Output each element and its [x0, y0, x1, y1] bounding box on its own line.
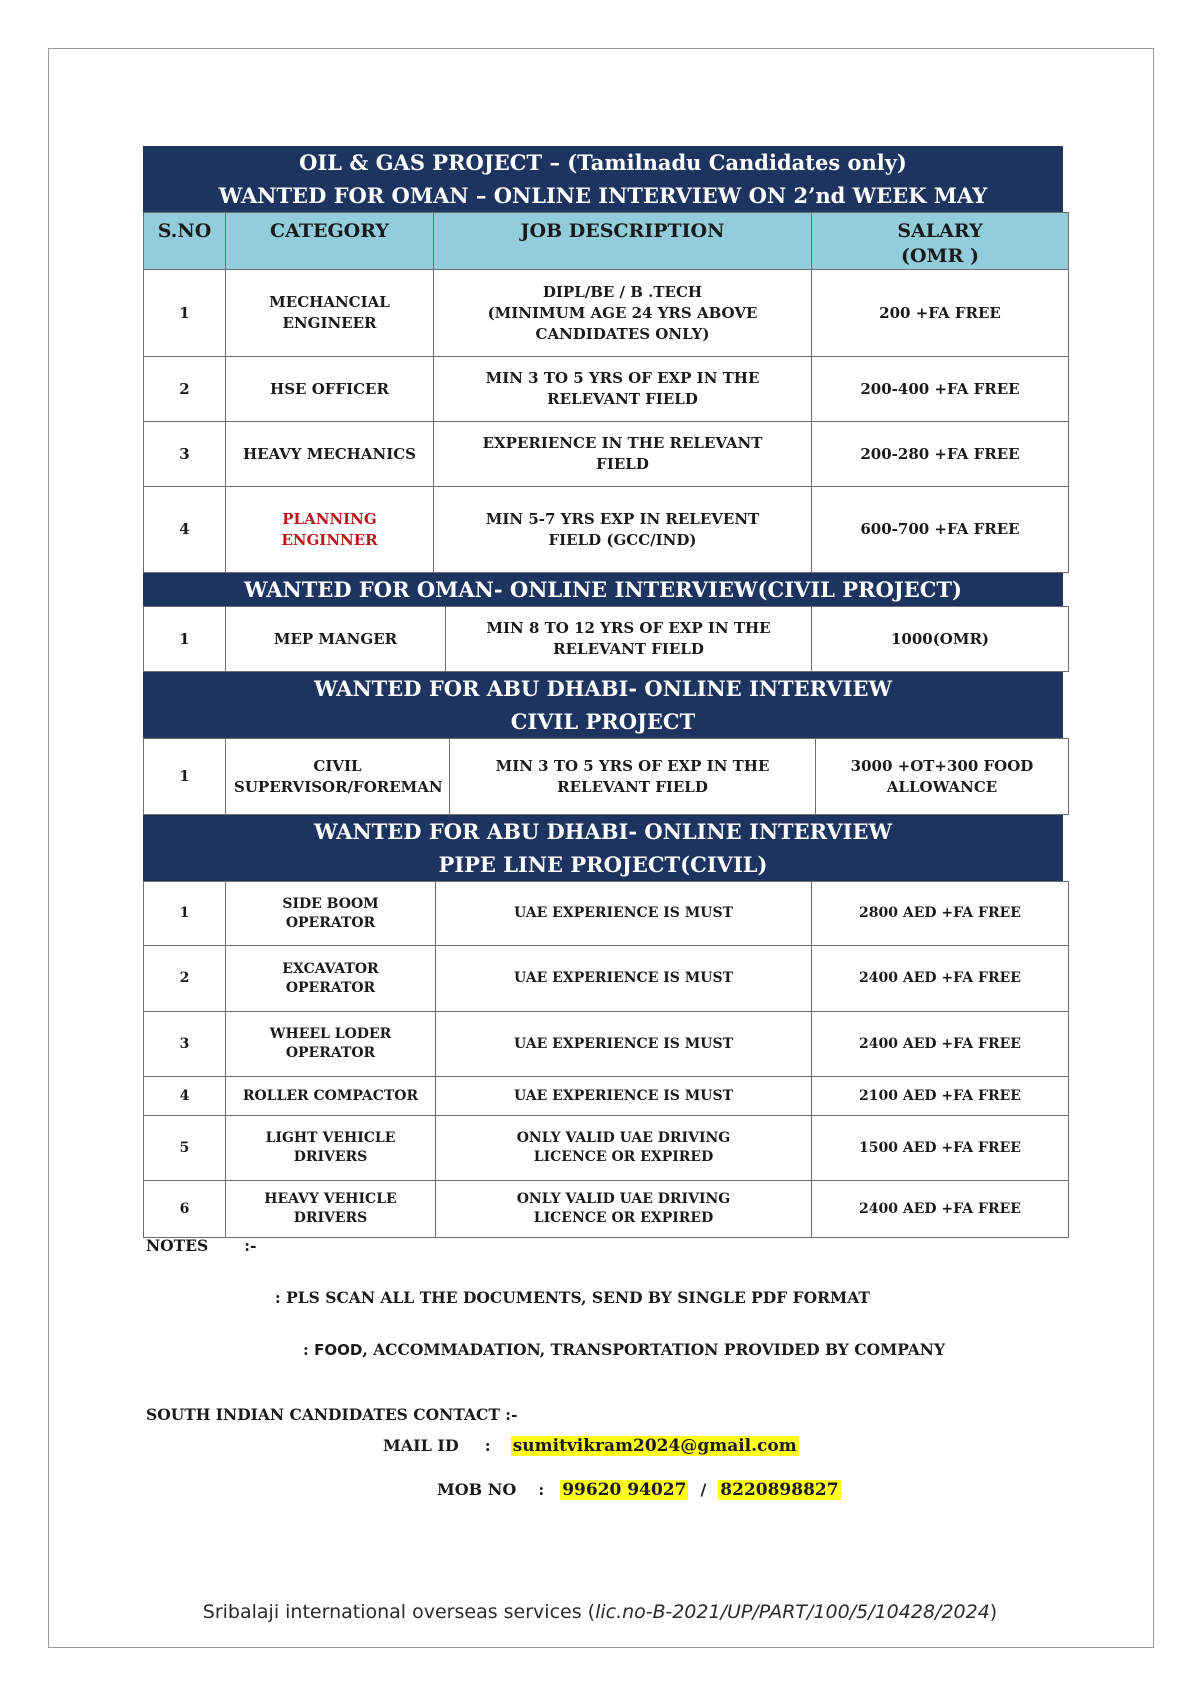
- table-row: [144, 1116, 1069, 1181]
- category-line: OPERATOR: [285, 914, 376, 931]
- row-salary: 1000(OMR): [812, 607, 1069, 672]
- header-salary-line1: SALARY: [897, 220, 983, 242]
- salary-line: ALLOWANCE: [886, 777, 998, 796]
- job-line: RELEVANT FIELD: [553, 640, 704, 658]
- banner-abu-dhabi-pipeline: [143, 815, 1063, 881]
- category-line: MECHANCIAL: [269, 293, 390, 311]
- category-line: OPERATOR: [285, 979, 376, 996]
- category-line: DRIVERS: [293, 1210, 368, 1226]
- note-food: FOOD: [314, 1341, 363, 1359]
- note-prefix: :: [303, 1340, 315, 1359]
- category-line: EXCAVATOR: [282, 960, 379, 977]
- table-row: [144, 607, 1069, 672]
- row-sno: 1: [144, 739, 226, 815]
- job-line: DIPL/BE / B .TECH: [542, 282, 703, 301]
- row-category: ROLLER COMPACTOR: [226, 1077, 436, 1116]
- row-salary: 1500 AED +FA FREE: [812, 1116, 1069, 1181]
- job-line: MIN 3 TO 5 YRS OF EXP IN THE: [495, 756, 770, 775]
- row-job: [434, 357, 812, 422]
- row-category: [226, 1181, 436, 1238]
- row-sno: 2: [144, 946, 226, 1012]
- banner-abu-dhabi-civil: [143, 672, 1063, 738]
- row-job: [446, 607, 812, 672]
- banner-abu-dhabi-civil-line2: CIVIL PROJECT: [510, 709, 696, 734]
- row-salary: 2400 AED +FA FREE: [812, 1012, 1069, 1077]
- row-salary: 200 +FA FREE: [812, 270, 1069, 357]
- mob-label: MOB NO: [437, 1480, 517, 1499]
- mail-label: MAIL ID: [383, 1436, 459, 1455]
- banner-abu-dhabi-pipeline-line2: PIPE LINE PROJECT(CIVIL): [438, 852, 768, 877]
- row-job: [450, 739, 816, 815]
- job-line: ONLY VALID UAE DRIVING: [516, 1130, 731, 1146]
- row-job: [434, 487, 812, 573]
- row-category: [226, 1012, 436, 1077]
- table-row: [144, 946, 1069, 1012]
- header-salary-line2: (OMR ): [901, 245, 979, 267]
- category-line: DRIVERS: [293, 1149, 368, 1165]
- row-job: UAE EXPERIENCE IS MUST: [436, 946, 812, 1012]
- mail-colon: :: [484, 1436, 491, 1455]
- job-line: MIN 8 TO 12 YRS OF EXP IN THE: [486, 619, 771, 637]
- oman-civil-table: [143, 606, 1069, 672]
- table-header: [144, 213, 1069, 270]
- row-sno: 1: [144, 882, 226, 946]
- notes-label: [146, 1236, 256, 1255]
- row-sno: 3: [144, 422, 226, 487]
- row-job: [436, 1116, 812, 1181]
- footer-license: lic.no-B-2021/UP/PART/100/5/10428/2024: [595, 1601, 990, 1623]
- row-category: [226, 946, 436, 1012]
- footer-company: Sribalaji international overseas services (: [202, 1601, 596, 1623]
- table-row: [144, 270, 1069, 357]
- row-sno: 6: [144, 1181, 226, 1238]
- job-line: FIELD (GCC/IND): [548, 530, 697, 549]
- row-sno: 2: [144, 357, 226, 422]
- table-row: [144, 422, 1069, 487]
- job-line: LICENCE OR EXPIRED: [533, 1210, 714, 1226]
- row-category: [226, 739, 450, 815]
- row-sno: 5: [144, 1116, 226, 1181]
- job-line: MIN 3 TO 5 YRS OF EXP IN THE: [485, 369, 760, 387]
- salary-line: 3000 +OT+300 FOOD: [850, 756, 1034, 775]
- note-scan-documents: : PLS SCAN ALL THE DOCUMENTS, SEND BY SINGLE PDF FORMAT: [275, 1288, 870, 1307]
- job-line: MIN 5-7 YRS EXP IN RELEVENT: [485, 509, 760, 528]
- job-line: RELEVANT FIELD: [547, 390, 698, 408]
- row-salary: 200-280 +FA FREE: [812, 422, 1069, 487]
- job-line: EXPERIENCE IN THE RELEVANT: [482, 434, 763, 452]
- row-sno: 1: [144, 270, 226, 357]
- notes-label-text: NOTES: [146, 1236, 209, 1255]
- category-line: OPERATOR: [285, 1045, 376, 1061]
- category-line: WHEEL LODER: [269, 1026, 392, 1042]
- row-salary: 200-400 +FA FREE: [812, 357, 1069, 422]
- category-line: ENGINEER: [282, 314, 377, 332]
- note-food-accommodation: [303, 1340, 945, 1359]
- category-line: HEAVY VEHICLE: [264, 1191, 397, 1207]
- footer-company-license: [0, 1601, 1200, 1623]
- row-salary: 600-700 +FA FREE: [812, 487, 1069, 573]
- category-line: PLANNING: [282, 509, 377, 528]
- table-row: [144, 357, 1069, 422]
- abu-dhabi-civil-table: [143, 738, 1069, 815]
- row-salary: [816, 739, 1069, 815]
- row-sno: 1: [144, 607, 226, 672]
- row-job: [436, 1181, 812, 1238]
- job-line: (MINIMUM AGE 24 YRS ABOVE: [487, 303, 758, 322]
- note-rest: , ACCOMMADATION, TRANSPORTATION PROVIDED BY COMPANY: [362, 1340, 946, 1359]
- row-category: HSE OFFICER: [226, 357, 434, 422]
- mobile-row: [437, 1480, 841, 1500]
- row-salary: 2800 AED +FA FREE: [812, 882, 1069, 946]
- phone-number-2[interactable]: 8220898827: [720, 1480, 839, 1500]
- row-category: HEAVY MECHANICS: [226, 422, 434, 487]
- row-job: UAE EXPERIENCE IS MUST: [436, 1077, 812, 1116]
- job-line: CANDIDATES ONLY): [535, 324, 710, 343]
- category-line: ENGINNER: [281, 530, 378, 549]
- footer-close: ): [989, 1601, 998, 1623]
- banner-oil-gas-subtitle: WANTED FOR OMAN – ONLINE INTERVIEW ON 2’nd WEEK MAY: [218, 183, 988, 208]
- job-line: RELEVANT FIELD: [557, 777, 708, 796]
- phone-separator: /: [700, 1480, 707, 1499]
- row-job: [434, 422, 812, 487]
- row-salary: 2100 AED +FA FREE: [812, 1077, 1069, 1116]
- category-line: SIDE BOOM: [282, 895, 379, 912]
- table-row: [144, 1012, 1069, 1077]
- banner-abu-dhabi-civil-line1: WANTED FOR ABU DHABI- ONLINE INTERVIEW: [313, 676, 893, 701]
- banner-oil-gas: [143, 146, 1063, 212]
- table-row: [144, 882, 1069, 946]
- category-line: LIGHT VEHICLE: [265, 1130, 396, 1146]
- header-sno: S.NO: [144, 213, 226, 270]
- table-row: [144, 1077, 1069, 1116]
- row-job: UAE EXPERIENCE IS MUST: [436, 882, 812, 946]
- pipeline-table: [143, 881, 1069, 1238]
- banner-oman-civil: [143, 573, 1063, 606]
- table-row: [144, 1181, 1069, 1238]
- row-salary: 2400 AED +FA FREE: [812, 1181, 1069, 1238]
- row-job: [434, 270, 812, 357]
- row-category: [226, 1116, 436, 1181]
- category-line: SUPERVISOR/FOREMAN: [234, 777, 443, 796]
- notes-separator: :-: [244, 1236, 257, 1255]
- row-sno: 4: [144, 1077, 226, 1116]
- row-sno: 4: [144, 487, 226, 573]
- row-category: MEP MANGER: [226, 607, 446, 672]
- phone-number-1[interactable]: 99620 94027: [562, 1480, 687, 1500]
- row-salary: 2400 AED +FA FREE: [812, 946, 1069, 1012]
- job-line: LICENCE OR EXPIRED: [533, 1149, 714, 1165]
- row-job: UAE EXPERIENCE IS MUST: [436, 1012, 812, 1077]
- mob-colon: :: [538, 1480, 545, 1499]
- banner-oil-gas-title: OIL & GAS PROJECT – (Tamilnadu Candidates only): [299, 150, 907, 175]
- email-link[interactable]: sumitvikram2024@gmail.com: [512, 1436, 797, 1456]
- job-line: ONLY VALID UAE DRIVING: [516, 1191, 731, 1207]
- header-job-description: JOB DESCRIPTION: [434, 213, 812, 270]
- table-row: [144, 487, 1069, 573]
- table-row: [144, 739, 1069, 815]
- oil-gas-table: [143, 212, 1069, 573]
- job-line: FIELD: [596, 455, 649, 473]
- row-sno: 3: [144, 1012, 226, 1077]
- contact-heading: SOUTH INDIAN CANDIDATES CONTACT :-: [146, 1405, 518, 1424]
- row-category: [226, 882, 436, 946]
- header-category: CATEGORY: [226, 213, 434, 270]
- row-category: [226, 270, 434, 357]
- banner-abu-dhabi-pipeline-line1: WANTED FOR ABU DHABI- ONLINE INTERVIEW: [313, 819, 893, 844]
- job-sheet: [143, 146, 1063, 1238]
- row-category: [226, 487, 434, 573]
- mail-row: [383, 1436, 799, 1456]
- category-line: CIVIL: [313, 756, 362, 775]
- header-salary: [812, 213, 1069, 270]
- banner-oman-civil-title: WANTED FOR OMAN- ONLINE INTERVIEW(CIVIL PROJECT): [244, 577, 962, 602]
